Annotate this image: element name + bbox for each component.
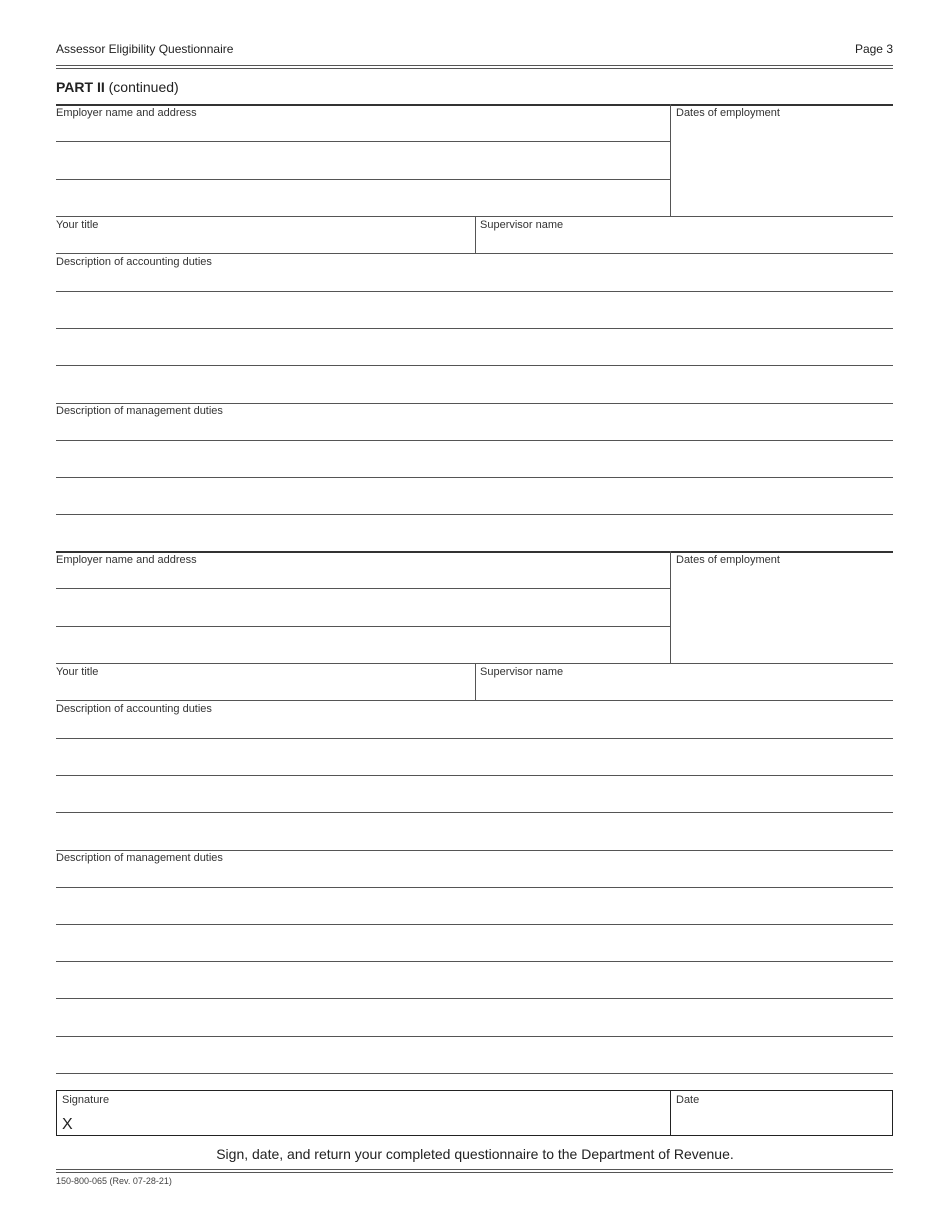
- form-line: [56, 179, 670, 180]
- form-line: [56, 998, 893, 999]
- header-rule: [56, 65, 893, 66]
- signature-label: Signature: [62, 1094, 110, 1106]
- instruction-text: Sign, date, and return your completed questionnaire to the Department of Revenue.: [216, 1146, 734, 1162]
- form-line: [56, 626, 670, 627]
- form-line: [56, 924, 893, 925]
- page-number: Page 3: [854, 42, 893, 56]
- footer-rule: [56, 1172, 893, 1173]
- signature-box: [56, 1090, 893, 1136]
- accounting-label: Description of accounting duties: [56, 703, 212, 715]
- supervisor-label: Supervisor name: [480, 219, 564, 231]
- part-suffix: (continued): [108, 79, 179, 95]
- form-line: [56, 588, 670, 589]
- form-line: [56, 887, 893, 888]
- supervisor-label: Supervisor name: [480, 666, 564, 678]
- form-title: Assessor Eligibility Questionnaire: [56, 42, 234, 56]
- form-number: 150-800-065 (Rev. 07-28-21): [56, 1176, 172, 1186]
- date-label: Date: [676, 1094, 700, 1106]
- form-line: [56, 477, 893, 478]
- employer-label: Employer name and address: [56, 554, 197, 566]
- form-line: [56, 1073, 893, 1074]
- column-divider: [475, 663, 476, 700]
- column-divider: [475, 216, 476, 253]
- title-label: Your title: [56, 666, 99, 678]
- section-heading: [56, 79, 179, 95]
- form-line: [56, 141, 670, 142]
- form-line: [56, 700, 893, 701]
- form-line: [56, 104, 893, 106]
- accounting-label: Description of accounting duties: [56, 256, 212, 268]
- title-label: Your title: [56, 219, 99, 231]
- signature-field[interactable]: X: [62, 1116, 73, 1133]
- employer-label: Employer name and address: [56, 107, 197, 119]
- form-line: [56, 514, 893, 515]
- form-line: [56, 775, 893, 776]
- date-field[interactable]: [671, 1107, 892, 1135]
- column-divider: [670, 104, 671, 216]
- header-rule: [56, 68, 893, 69]
- form-line: [56, 1036, 893, 1037]
- form-line: [56, 551, 893, 553]
- footer-rule: [56, 1169, 893, 1170]
- form-line: [56, 253, 893, 254]
- form-line: [56, 812, 893, 813]
- form-line: [56, 365, 893, 366]
- form-line: [56, 291, 893, 292]
- part-label: PART II: [56, 79, 105, 95]
- form-line: [56, 850, 893, 851]
- management-label: Description of management duties: [56, 405, 223, 417]
- form-line: [56, 961, 893, 962]
- form-line: [56, 328, 893, 329]
- management-label: Description of management duties: [56, 852, 223, 864]
- dates-label: Dates of employment: [676, 107, 780, 119]
- form-line: [56, 738, 893, 739]
- column-divider: [670, 551, 671, 663]
- dates-label: Dates of employment: [676, 554, 780, 566]
- form-line: [56, 440, 893, 441]
- form-line: [56, 403, 893, 404]
